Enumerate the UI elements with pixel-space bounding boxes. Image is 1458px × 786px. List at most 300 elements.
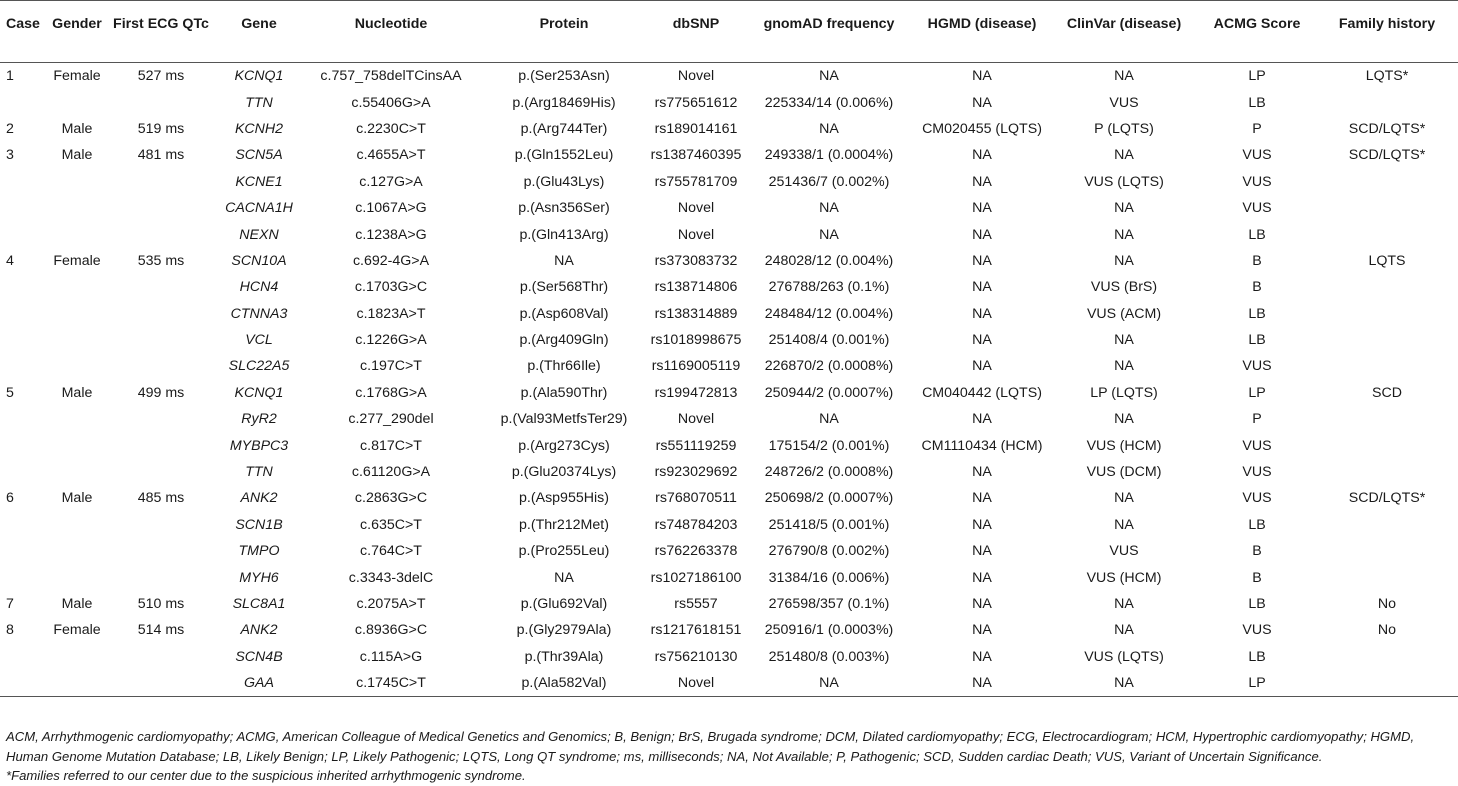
cell-case [0, 274, 48, 300]
cell-gene: KCNE1 [235, 173, 283, 190]
cell-hgmd: NA [972, 252, 992, 269]
cell-gender [48, 274, 106, 300]
cell-gender: Female [53, 68, 101, 85]
cell-acmg: LB [1248, 648, 1266, 665]
cell-clinvar: NA [1114, 516, 1134, 533]
cell-family-history [1316, 353, 1458, 379]
header-row [0, 1, 1458, 63]
cell-clinvar: NA [1114, 490, 1134, 507]
cell-gender: Female [53, 252, 101, 269]
cell-nucleotide: c.127G>A [359, 173, 423, 190]
cell-qtc [106, 538, 216, 564]
cell-qtc [106, 169, 216, 195]
cell-family-history [1316, 512, 1458, 538]
cell-protein: p.(Asp608Val) [519, 305, 609, 322]
col-header-gene: Gene [241, 16, 277, 32]
cell-hgmd: NA [972, 569, 992, 586]
cell-qtc: 485 ms [137, 490, 185, 507]
cell-acmg: VUS [1242, 490, 1272, 507]
cell-gnomad: 251408/4 (0.001%) [768, 332, 890, 349]
cell-hgmd: NA [972, 305, 992, 322]
cell-protein: p.(Glu692Val) [520, 596, 608, 612]
cell-case [0, 353, 48, 379]
cell-gnomad: 248028/12 (0.004%) [764, 252, 894, 269]
cell-acmg: VUS [1242, 464, 1272, 481]
cell-qtc: 510 ms [137, 596, 185, 612]
cell-nucleotide: c.1238A>G [355, 226, 427, 243]
cell-nucleotide: c.692-4G>A [352, 252, 430, 269]
cell-gender: Male [61, 147, 93, 164]
cell-case [0, 327, 48, 353]
cell-protein: p.(Glu43Lys) [523, 173, 605, 190]
cell-gender [48, 459, 106, 485]
cell-gnomad: 31384/16 (0.006%) [768, 569, 890, 586]
cell-clinvar: NA [1114, 200, 1134, 217]
cell-dbsnp: rs1018998675 [650, 332, 742, 349]
cell-nucleotide: c.1768G>A [355, 384, 427, 401]
cell-qtc [106, 301, 216, 327]
cell-gnomad: NA [819, 68, 839, 85]
cell-hgmd: NA [972, 147, 992, 164]
cell-protein: p.(Thr39Ala) [524, 648, 604, 665]
cell-family-history [1316, 538, 1458, 564]
cell-protein: p.(Ser253Asn) [518, 68, 610, 85]
table-row [0, 327, 1458, 353]
cell-clinvar: VUS [1109, 94, 1139, 111]
cell-gender: Male [61, 384, 93, 401]
cell-gender: Male [61, 596, 93, 612]
cell-hgmd: NA [972, 490, 992, 507]
table-row [0, 195, 1458, 221]
cell-dbsnp: rs775651612 [654, 94, 738, 111]
cell-family-history: SCD/LQTS* [1348, 490, 1426, 507]
cell-dbsnp: rs756210130 [654, 648, 738, 665]
cell-hgmd: CM040442 (LQTS) [922, 384, 1042, 401]
cell-case: 6 [6, 490, 14, 507]
table-row [0, 221, 1458, 247]
col-header-family-history: Family history [1338, 16, 1436, 32]
cell-gnomad: 225334/14 (0.006%) [764, 94, 894, 111]
table-footnotes [6, 727, 1454, 786]
cell-acmg: B [1252, 252, 1262, 269]
cell-family-history [1316, 670, 1458, 697]
cell-family-history: No [1377, 622, 1397, 639]
cell-family-history [1316, 459, 1458, 485]
cell-case [0, 169, 48, 195]
cell-qtc [106, 274, 216, 300]
cell-dbsnp: Novel [677, 200, 715, 217]
cell-gene: TTN [245, 464, 273, 481]
cell-family-history [1316, 327, 1458, 353]
cell-gender [48, 670, 106, 697]
cell-acmg: LB [1248, 94, 1266, 111]
cell-dbsnp: rs923029692 [654, 464, 738, 481]
cell-qtc [106, 89, 216, 115]
table-row [0, 116, 1458, 142]
cell-nucleotide: c.1823A>T [356, 305, 426, 322]
cell-family-history [1316, 221, 1458, 247]
cell-qtc: 514 ms [137, 622, 185, 639]
cell-protein: p.(Arg273Cys) [518, 437, 610, 454]
table-row [0, 485, 1458, 511]
cell-qtc [106, 459, 216, 485]
cell-case [0, 301, 48, 327]
cell-gene: SCN5A [235, 147, 283, 164]
cell-case [0, 459, 48, 485]
cell-family-history: SCD [1372, 384, 1402, 401]
cell-clinvar: VUS (HCM) [1086, 437, 1162, 454]
cell-family-history [1316, 564, 1458, 590]
cell-gene: SLC22A5 [228, 358, 290, 375]
cell-gnomad: 249338/1 (0.0004%) [764, 147, 894, 164]
cell-family-history [1316, 406, 1458, 432]
col-header-clinvar: ClinVar (disease) [1066, 16, 1182, 32]
table-row [0, 617, 1458, 643]
cell-qtc: 535 ms [137, 252, 185, 269]
cell-gene: GAA [244, 675, 274, 692]
cell-dbsnp: rs138314889 [654, 305, 738, 322]
col-header-protein: Protein [539, 16, 589, 32]
cell-clinvar: LP (LQTS) [1090, 384, 1158, 401]
cell-qtc [106, 512, 216, 538]
cell-gene: HCN4 [239, 279, 279, 296]
table-row [0, 89, 1458, 115]
cell-gene: RyR2 [241, 411, 277, 428]
cell-family-history [1316, 274, 1458, 300]
cell-qtc: 481 ms [137, 147, 185, 164]
cell-qtc: 519 ms [137, 120, 185, 137]
cell-gnomad: 276598/357 (0.1%) [768, 596, 890, 612]
cell-gene: TMPO [238, 543, 280, 560]
cell-family-history [1316, 644, 1458, 670]
cell-gnomad: NA [819, 411, 839, 428]
cell-family-history: SCD/LQTS* [1348, 147, 1426, 164]
cell-hgmd: NA [972, 411, 992, 428]
cell-nucleotide: c.2230C>T [356, 120, 426, 137]
cell-protein: p.(Ala582Val) [521, 675, 607, 692]
cell-nucleotide: c.197C>T [360, 358, 422, 375]
cell-gnomad: 175154/2 (0.001%) [768, 437, 890, 454]
cell-case [0, 221, 48, 247]
cell-protein: p.(Pro255Leu) [518, 543, 610, 560]
cell-acmg: LB [1248, 305, 1266, 322]
cell-protein: NA [554, 569, 574, 586]
table-row [0, 644, 1458, 670]
table-row [0, 142, 1458, 168]
cell-hgmd: NA [972, 200, 992, 217]
cell-case: 8 [6, 622, 14, 639]
cell-acmg: LB [1248, 516, 1266, 533]
cell-gene: TTN [245, 94, 273, 111]
cell-nucleotide: c.764C>T [360, 543, 422, 560]
table-body [0, 63, 1458, 697]
cell-case: 3 [6, 147, 14, 164]
cell-nucleotide: c.2075A>T [356, 596, 426, 612]
cell-dbsnp: rs768070511 [655, 490, 737, 507]
cell-protein: p.(Val93MetfsTer29) [500, 411, 628, 428]
cell-acmg: P [1252, 411, 1262, 428]
cell-protein: p.(Ala590Thr) [520, 384, 608, 401]
cell-gene: VCL [245, 332, 273, 349]
cell-clinvar: NA [1114, 68, 1134, 85]
cell-acmg: B [1252, 569, 1262, 586]
cell-clinvar: VUS (LQTS) [1084, 648, 1164, 665]
cell-case [0, 432, 48, 458]
cell-gender [48, 89, 106, 115]
cell-gene: SLC8A1 [232, 596, 286, 612]
cell-nucleotide: c.55406G>A [351, 94, 431, 111]
cell-protein: p.(Gly2979Ala) [516, 622, 612, 639]
cell-acmg: LB [1248, 226, 1266, 243]
cell-dbsnp: rs1217618151 [650, 622, 742, 639]
cell-gene: CACNA1H [225, 200, 293, 217]
cell-clinvar: VUS [1109, 543, 1139, 560]
cell-gender [48, 353, 106, 379]
cell-gene: MYBPC3 [229, 437, 289, 454]
cell-acmg: B [1252, 279, 1262, 296]
cell-protein: p.(Ser568Thr) [519, 279, 609, 296]
cell-family-history: SCD/LQTS* [1348, 120, 1426, 137]
cell-gnomad: 251480/8 (0.003%) [768, 648, 890, 665]
cell-gnomad: 248484/12 (0.004%) [764, 305, 894, 322]
cell-hgmd: NA [972, 279, 992, 296]
table-row [0, 406, 1458, 432]
cell-dbsnp: Novel [677, 411, 715, 428]
cell-clinvar: VUS (ACM) [1086, 305, 1162, 322]
table-row [0, 353, 1458, 379]
cell-clinvar: NA [1114, 147, 1134, 164]
cell-gnomad: NA [819, 675, 839, 692]
cell-qtc [106, 406, 216, 432]
table-row [0, 432, 1458, 458]
cell-gender: Male [61, 120, 93, 137]
cell-nucleotide: c.1703G>C [354, 279, 428, 296]
cell-nucleotide: c.1067A>G [355, 200, 427, 217]
asterisk-footnote: *Families referred to our center due to the suspicious inherited arrhythmogenic syndrome. [6, 768, 526, 783]
cell-clinvar: P (LQTS) [1094, 120, 1154, 137]
cell-protein: p.(Arg409Gln) [519, 332, 609, 349]
cell-hgmd: NA [972, 173, 992, 190]
cell-qtc [106, 221, 216, 247]
cell-gene: ANK2 [240, 622, 278, 639]
cell-acmg: LP [1248, 68, 1266, 85]
cell-protein: p.(Thr212Met) [519, 516, 609, 533]
table-row [0, 591, 1458, 617]
cell-case: 5 [6, 384, 14, 401]
cell-nucleotide: c.277_290del [348, 411, 434, 428]
cell-hgmd: CM1110434 (HCM) [921, 437, 1043, 454]
cell-dbsnp: rs373083732 [654, 252, 738, 269]
table-row [0, 670, 1458, 697]
table-row [0, 512, 1458, 538]
cell-dbsnp: Novel [677, 68, 715, 85]
table-row [0, 274, 1458, 300]
abbreviations-footnote: ACM, Arrhythmogenic cardiomyopathy; ACMG, American Colleague of Medical Genetics and Genomics; B, Benign; BrS, Brugada syndrome; DCM, Dilated cardiomyopathy; ECG, Electrocardiogram; HCM, Hypertrophic cardiomyopathy; HGMD, Human Genome Mutation Database; LB, Likely Benign; LP, Likely Pathogenic; LQTS, Long QT syndrome; ms, milliseconds; NA, Not Available; P, Pathogenic; SCD, Sudden cardiac Death; VUS, Variant of Uncertain Significance. [6, 729, 1415, 764]
cell-gender [48, 169, 106, 195]
cell-gender [48, 221, 106, 247]
cell-dbsnp: rs551119259 [655, 437, 737, 454]
cell-gene: KCNQ1 [234, 68, 284, 85]
cell-clinvar: NA [1114, 226, 1134, 243]
cell-protein: p.(Asn356Ser) [518, 200, 610, 217]
cell-gnomad: 276790/8 (0.002%) [768, 543, 890, 560]
col-header-nucleotide: Nucleotide [354, 16, 428, 32]
cell-family-history [1316, 89, 1458, 115]
cell-nucleotide: c.1226G>A [355, 332, 427, 349]
table-row [0, 564, 1458, 590]
cell-nucleotide: c.817C>T [360, 437, 422, 454]
cell-family-history [1316, 301, 1458, 327]
cell-clinvar: NA [1114, 411, 1134, 428]
cell-gene: MYH6 [239, 569, 279, 586]
cell-dbsnp: rs755781709 [654, 173, 738, 190]
cell-dbsnp: rs762263378 [654, 543, 738, 560]
cell-protein: NA [554, 252, 574, 269]
cell-dbsnp: rs1169005119 [651, 358, 741, 375]
cell-acmg: VUS [1242, 437, 1272, 454]
cell-gene: SCN1B [235, 516, 283, 533]
cell-clinvar: VUS (BrS) [1090, 279, 1158, 296]
cell-clinvar: NA [1114, 252, 1134, 269]
cell-acmg: LP [1248, 384, 1266, 401]
cell-gnomad: 250916/1 (0.0003%) [764, 622, 894, 639]
cell-protein: p.(Gln1552Leu) [514, 147, 614, 164]
cell-acmg: B [1252, 543, 1262, 560]
col-header-hgmd: HGMD (disease) [927, 16, 1037, 32]
cell-dbsnp: rs5557 [674, 596, 718, 612]
col-header-acmg: ACMG Score [1213, 16, 1301, 32]
cell-case [0, 406, 48, 432]
cell-clinvar: NA [1114, 675, 1134, 692]
cell-gnomad: NA [819, 200, 839, 217]
cell-clinvar: VUS (LQTS) [1084, 173, 1164, 190]
cell-gender [48, 538, 106, 564]
cell-qtc [106, 353, 216, 379]
table-row [0, 169, 1458, 195]
cell-nucleotide: c.635C>T [360, 516, 422, 533]
cell-clinvar: NA [1114, 358, 1134, 375]
cell-qtc [106, 327, 216, 353]
cell-dbsnp: rs1387460395 [650, 147, 742, 164]
cell-case [0, 670, 48, 697]
cell-nucleotide: c.61120G>A [351, 464, 431, 481]
cell-gnomad: NA [819, 120, 839, 137]
cell-gender [48, 564, 106, 590]
cell-hgmd: NA [972, 464, 992, 481]
table-row [0, 248, 1458, 274]
cell-qtc [106, 195, 216, 221]
cell-gene: CTNNA3 [230, 305, 288, 322]
cell-case [0, 564, 48, 590]
table-row [0, 63, 1458, 90]
cell-gene: NEXN [239, 226, 279, 243]
cell-hgmd: NA [972, 648, 992, 665]
cell-hgmd: NA [972, 68, 992, 85]
cell-acmg: VUS [1242, 200, 1272, 217]
cell-gnomad: 251436/7 (0.002%) [768, 173, 890, 190]
cell-protein: p.(Arg18469His) [512, 94, 616, 111]
cell-gnomad: 251418/5 (0.001%) [768, 516, 890, 533]
cell-hgmd: NA [972, 622, 992, 639]
cell-nucleotide: c.1745C>T [356, 675, 426, 692]
cell-hgmd: NA [972, 332, 992, 349]
cell-gender [48, 644, 106, 670]
cell-dbsnp: rs138714806 [654, 279, 738, 296]
cell-gender [48, 512, 106, 538]
cell-case [0, 538, 48, 564]
cell-gnomad: NA [819, 226, 839, 243]
cell-dbsnp: rs199472813 [654, 384, 738, 401]
cell-acmg: LP [1248, 675, 1266, 692]
cell-protein: p.(Glu20374Lys) [511, 464, 617, 481]
cell-family-history: No [1377, 596, 1397, 612]
cell-qtc [106, 564, 216, 590]
cell-hgmd: NA [972, 596, 992, 612]
cell-family-history [1316, 169, 1458, 195]
cell-gene: SCN4B [235, 648, 283, 665]
cell-clinvar: NA [1114, 332, 1134, 349]
cell-dbsnp: rs1027186100 [650, 569, 742, 586]
cell-protein: p.(Arg744Ter) [520, 120, 608, 137]
cell-clinvar: VUS (DCM) [1086, 464, 1162, 481]
col-header-case: Case [6, 16, 40, 32]
cell-protein: p.(Thr66Ile) [527, 358, 601, 375]
cell-nucleotide: c.4655A>T [356, 147, 426, 164]
cell-qtc: 499 ms [137, 384, 185, 401]
cell-dbsnp: rs748784203 [654, 516, 738, 533]
cell-case [0, 512, 48, 538]
cell-gender [48, 195, 106, 221]
cell-qtc: 527 ms [137, 68, 185, 85]
cell-nucleotide: c.2863G>C [354, 490, 428, 507]
cell-family-history: LQTS [1368, 252, 1406, 269]
cell-dbsnp: Novel [677, 226, 715, 243]
cell-hgmd: NA [972, 226, 992, 243]
table-row [0, 538, 1458, 564]
cell-acmg: VUS [1242, 173, 1272, 190]
cell-case [0, 89, 48, 115]
cell-gnomad: 248726/2 (0.0008%) [764, 464, 894, 481]
cell-acmg: LB [1248, 332, 1266, 349]
cell-gene: KCNQ1 [234, 384, 284, 401]
cell-case [0, 644, 48, 670]
col-header-gender: Gender [52, 16, 102, 32]
cell-gender [48, 327, 106, 353]
cell-gnomad: 276788/263 (0.1%) [768, 279, 890, 296]
cell-nucleotide: c.8936G>C [354, 622, 428, 639]
cell-gene: ANK2 [240, 490, 278, 507]
cell-case [0, 195, 48, 221]
col-header-dbsnp: dbSNP [672, 16, 720, 32]
cell-gender [48, 432, 106, 458]
cell-hgmd: NA [972, 675, 992, 692]
cell-case: 1 [6, 68, 14, 85]
cell-gnomad: 250698/2 (0.0007%) [764, 490, 894, 507]
cell-case: 4 [6, 252, 14, 269]
cell-hgmd: NA [972, 516, 992, 533]
table-row [0, 459, 1458, 485]
cell-gene: KCNH2 [234, 120, 284, 137]
cell-gender [48, 301, 106, 327]
cell-clinvar: NA [1114, 596, 1134, 612]
table-row [0, 380, 1458, 406]
cell-protein: p.(Asp955His) [519, 490, 609, 507]
cell-hgmd: NA [972, 358, 992, 375]
cell-clinvar: NA [1114, 622, 1134, 639]
cell-gnomad: 226870/2 (0.0008%) [764, 358, 894, 375]
cell-acmg: LB [1248, 596, 1266, 612]
cell-acmg: VUS [1242, 622, 1272, 639]
